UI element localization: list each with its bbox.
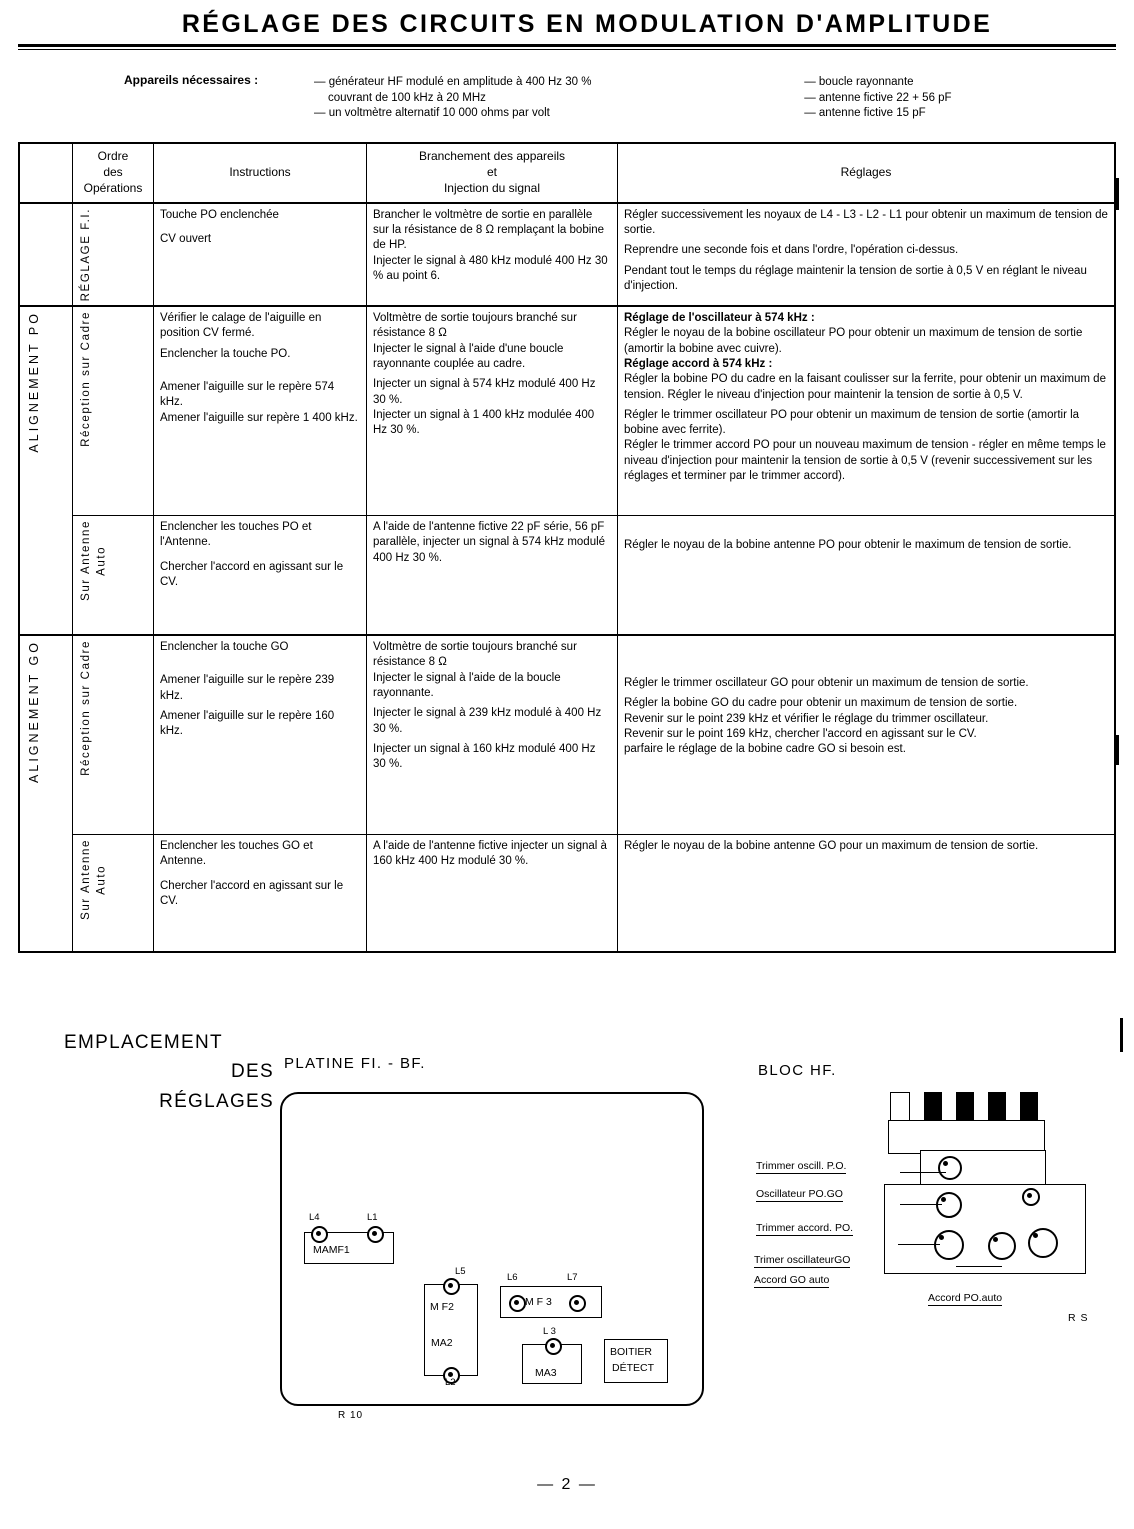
platine-caption: PLATINE FI. - BF. [284,1055,426,1072]
reglages-cell: Régler successivement les noyaux de L4 - L3 - L2 - L1 pour obtenir un maximum de tension de sortie. Reprendre une seconde fois et dans l'ordre, l'opération ci-dessus. Pendant tout le temps du réglage maintenir la tension de sortie à 0,5 V en réglant le niveau d'injection. [618,203,1116,306]
callout-accord-po-auto: Accord PO.auto [928,1292,1003,1304]
module-mf3 [500,1272,602,1318]
coil-l3-icon [545,1338,562,1355]
instructions-cell: Touche PO enclenchée CV ouvert [154,203,367,306]
title-block [18,10,1116,50]
page-number: — 2 — [537,1476,597,1493]
callout-accord-go-auto: Accord GO auto [754,1274,830,1286]
coil-label-l6: L6 [507,1272,518,1283]
col-header-spacer [19,143,73,203]
adjustment-table [18,142,1116,953]
equipment-list-left [124,75,724,122]
instructions-cell: Enclencher les touches PO et l'Antenne. Chercher l'accord en agissant sur le CV. [154,516,367,636]
instructions-cell: Enclencher les touches GO et Antenne. Chercher l'accord en agissant sur le CV. [154,835,367,953]
col-header-branchement: Branchement des appareils et Injection du signal [367,143,618,203]
module-label-detect: DÉTECT [612,1362,654,1374]
module-boitier-detect [604,1339,668,1383]
margin-tick [1120,1018,1123,1052]
sub-cell-fi: RÉGLAGE F.I. [73,203,154,306]
leader-line [900,1204,942,1205]
callout-trimmer-accord-po: Trimmer accord. PO. [756,1222,854,1234]
module-label-mf2: M F2 [430,1301,454,1313]
emplacement-heading: EMPLACEMENT DES RÉGLAGES [64,1032,274,1112]
equipment-heading: Appareils nécessaires : [124,73,259,87]
instructions-cell: Enclencher la touche GO Amener l'aiguille sur le repère 239 kHz. Amener l'aiguille sur le repère 160 kHz. [154,635,367,835]
coil-label-l5: L5 [455,1266,466,1277]
group-cell-empty [19,203,73,306]
accord-go-auto-icon [988,1232,1016,1260]
leader-line [956,1266,1002,1267]
title-rule-thick [18,44,1116,47]
table-row [19,516,1115,636]
coil-l6-icon [509,1295,526,1312]
platine-board-diagram [280,1092,704,1406]
layout-section [0,1010,1134,1430]
table-head [19,143,1115,203]
reglages-cell: Régler le trimmer oscillateur GO pour obtenir un maximum de tension de sortie. Régler la bobine GO du cadre pour obtenir un maximum de tension de sortie. Revenir sur le point 239 kHz et vérifier le réglage du trimmer oscillateur. Revenir sur le point 169 kHz, chercher l'accord en agissant sur le CV. parfaire le réglage de la bobine cadre GO si besoin est. [618,635,1116,835]
col-header-instructions: Instructions [154,143,367,203]
equipment-block [124,72,1104,122]
equipment-list-right [724,75,1104,122]
module-mf2-ma2 [424,1266,478,1388]
platine-ref-label: R 10 [338,1410,364,1421]
margin-tick [1116,178,1119,210]
bloc-body-lower [884,1184,1086,1274]
trimmer-oscill-po-icon [1022,1188,1040,1206]
coil-label-l2: L2 [445,1377,456,1388]
leader-line [900,1172,946,1173]
equipment-item: couvrant de 100 kHz à 20 MHz [328,91,486,104]
accord-po-auto-icon [1028,1228,1058,1258]
switch-key-blank [890,1092,910,1122]
module-label-boitier: BOITIER [610,1346,653,1358]
coil-label-l4: L4 [309,1212,320,1223]
trimmer-oscillateur-go-icon [934,1230,964,1260]
equipment-item: — un voltmètre alternatif 10 000 ohms par volt [314,107,550,120]
coil-l1-icon [367,1226,384,1243]
bloc-hf-diagram [754,1088,1100,1318]
callout-oscillateur-po-go: Oscillateur PO.GO [756,1188,843,1200]
module-mamf1 [304,1212,394,1264]
coil-l4-icon [311,1226,328,1243]
module-label-mamf1: MAMF1 [313,1244,350,1256]
reglages-cell: Réglage de l'oscillateur à 574 kHz : Régler le noyau de la bobine oscillateur PO pour obtenir un maximum de tension de sortie (amortir la bobine avec cuivre). Réglage accord à 574 kHz : Régler la bobine PO du cadre en la faisant coulisser sur la ferrite, pour obtenir un maximum de tension. Régler le niveau d'injection pour maintenir la tension de sortie à 0,5 V. Régler le trimmer oscillateur PO pour obtenir un maximum de tension de sortie (amortir la bobine avec ferrite). Régler le trimmer accord PO pour un nouveau maximum de tension - régler en même temps le niveau d'injection pour maintenir la tension de sortie à 0,5 V (revenir successivement sur les réglages et terminer par le trimmer accord). [618,306,1116,516]
table-row [19,635,1115,835]
bloc-caption: BLOC HF. [758,1062,837,1079]
branchement-cell: A l'aide de l'antenne fictive injecter un signal à 160 kHz 400 Hz modulé 30 %. [367,835,618,953]
coil-label-l7: L7 [567,1272,578,1283]
col-header-ordre: Ordre des Opérations [73,143,154,203]
switch-key [1020,1092,1038,1120]
group-cell-go: ALIGNEMENT GO [19,635,73,952]
branchement-cell: Brancher le voltmètre de sortie en parallèle sur la résistance de 8 Ω remplaçant la bobine de HP. Injecter le signal à 480 kHz modulé 400 Hz 30 % au point 6. [367,203,618,306]
module-label-ma2: MA2 [431,1337,453,1349]
reglages-cell: Régler le noyau de la bobine antenne GO pour un maximum de tension de sortie. [618,835,1116,953]
coil-label-l1: L1 [367,1212,378,1223]
branchement-cell: Voltmètre de sortie toujours branché sur résistance 8 Ω Injecter le signal à l'aide d'une boucle rayonnante couplée au cadre. Injecter un signal à 574 kHz modulé 400 Hz 30 %. Injecter un signal à 1 400 kHz modulée 400 Hz 30 %. [367,306,618,516]
coil-oscillateur-po-go-icon [938,1156,962,1180]
table-body [19,203,1115,952]
switch-key [956,1092,974,1120]
margin-tick [1116,735,1119,765]
group-cell-po: ALIGNEMENT PO [19,306,73,635]
table-header-row [19,143,1115,203]
switch-rail [888,1120,1045,1154]
instructions-cell: Vérifier le calage de l'aiguille en position CV fermé. Enclencher la touche PO. Amener l'aiguille sur le repère 574 kHz. Amener l'aiguille sur repère 1 400 kHz. [154,306,367,516]
leader-line [898,1244,940,1245]
sub-cell-cadre-go: Réception sur Cadre [73,635,154,835]
branchement-cell: A l'aide de l'antenne fictive 22 pF série, 56 pF parallèle, injecter un signal à 574 kHz modulé 400 Hz 30 %. [367,516,618,636]
coil-l5-icon [443,1278,460,1295]
sub-cell-antenne-go: Sur Antenne Auto [73,835,154,953]
callout-trimmer-oscill-po: Trimmer oscill. P.O. [756,1160,847,1172]
equipment-item: — antenne fictive 15 pF [804,107,926,120]
sub-cell-antenne-po: Sur Antenne Auto [73,516,154,636]
sub-cell-cadre-po: Réception sur Cadre [73,306,154,516]
title-rule-thin [18,49,1116,50]
table-row [19,306,1115,516]
equipment-item: — générateur HF modulé en amplitude à 400 Hz 30 % [314,76,592,89]
switch-key [924,1092,942,1120]
coil-l7-icon [569,1295,586,1312]
bloc-ref-label: R S [1068,1312,1089,1324]
table-row [19,835,1115,953]
trimmer-accord-po-icon [936,1192,962,1218]
switch-key [988,1092,1006,1120]
table-row [19,203,1115,306]
page-title: RÉGLAGE DES CIRCUITS EN MODULATION D'AMPLITUDE [181,10,993,38]
reglages-cell: Régler le noyau de la bobine antenne PO pour obtenir le maximum de tension de sortie. [618,516,1116,636]
callout-trimer-oscillateur-go: Trimer oscillateurGO [754,1254,851,1266]
equipment-item: — antenne fictive 22 + 56 pF [804,91,952,104]
equipment-item: — boucle rayonnante [804,76,914,89]
col-header-reglages: Réglages [618,143,1116,203]
module-label-ma3: MA3 [535,1367,557,1379]
branchement-cell: Voltmètre de sortie toujours branché sur résistance 8 Ω Injecter le signal à l'aide de la boucle rayonnante. Injecter le signal à 239 kHz modulé à 400 Hz 30 %. Injecter un signal à 160 kHz modulé 400 Hz 30 %. [367,635,618,835]
module-label-mf3: M F 3 [525,1296,552,1308]
coil-label-l3: L 3 [543,1326,556,1337]
module-ma3 [522,1326,582,1384]
